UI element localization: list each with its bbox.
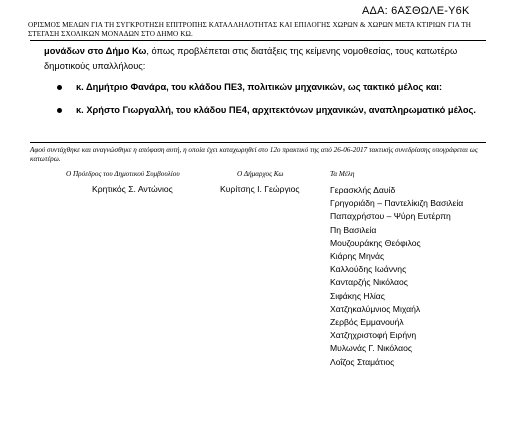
mayor-title: Ο Δήμαρχος Κω bbox=[237, 170, 284, 178]
bullet-icon bbox=[57, 108, 62, 113]
president-name: Κρητικός Σ. Αντώνιος bbox=[92, 184, 173, 194]
bullet-text: κ. Χρήστο Γιωργαλλή, του κλάδου ΠΕ4, αρχιτεκτόνων μηχανικών, αναπληρωματικό μέλος. bbox=[76, 105, 476, 115]
body-paragraph bbox=[44, 44, 480, 74]
list-item: Χατζηχριστοφή Ειρήνη bbox=[330, 330, 417, 341]
list-item bbox=[44, 103, 484, 118]
list-item: Παπαχρήστου – Ψύρη Ευτέρπη bbox=[330, 211, 451, 222]
closing-divider bbox=[30, 142, 486, 143]
president-title: Ο Πρόεδρος του Δημοτικού Συμβουλίου bbox=[66, 170, 180, 178]
document-header: ΟΡΙΣΜΟΣ ΜΕΛΩΝ ΓΙΑ ΤΗ ΣΥΓΚΡΟΤΗΣΗ ΕΠΙΤΡΟΠΗΣ ΚΑΤΑΛΛΗΛΟΤΗΤΑΣ ΚΑΙ ΕΠΙΛΟΓΗΣ ΧΩΡΩΝ & ΧΩΡΩΝ ΜΕΤΑ ΚΤΙΡΙΩΝ ΓΙΑ ΤΗ ΣΤΕΓΑΣΗ ΣΧΟΛΙΚΩΝ ΜΟΝΑΔΩΝ ΣΤΟ ΔΗΜΟ ΚΩ. bbox=[28, 21, 472, 38]
ada-code: ΑΔΑ: 6ΑΣΘΩΛΕ-Υ6Κ bbox=[362, 5, 470, 17]
list-item: Γρηγοριάδη – Παντελίκιζη Βασιλεία bbox=[330, 198, 464, 209]
list-item: Μυλωνάς Γ. Νικόλαος bbox=[330, 343, 413, 354]
bullet-icon bbox=[57, 85, 62, 90]
list-item bbox=[44, 80, 484, 95]
list-item: Κιάρης Μηνάς bbox=[330, 251, 385, 262]
bullet-text: κ. Δημήτριο Φανάρα, του κλάδου ΠΕ3, πολιτικών μηχανικών, ως τακτικό μέλος και: bbox=[76, 82, 443, 92]
paragraph-rest: , όπως προβλέπεται στις διατάξεις της κείμενης νομοθεσίας, τους κατωτέρω δημοτικούς υπαλλήλους: bbox=[44, 46, 458, 71]
list-item: Κανταρζής Νικόλαος bbox=[330, 277, 408, 288]
list-item: Πη Βασιλεία bbox=[330, 224, 377, 235]
list-item: Χατζηκαλύμνιος Μιχαήλ bbox=[330, 303, 421, 314]
list-item: Σιφάκης Ηλίας bbox=[330, 290, 385, 301]
list-item: Ζερβός Εμμανουήλ bbox=[330, 317, 404, 328]
list-item: Καλλούδης Ιωάννης bbox=[330, 264, 407, 275]
list-item: Λοΐζος Σταμάτιος bbox=[330, 356, 395, 367]
members-list bbox=[330, 184, 463, 369]
header-divider bbox=[30, 40, 486, 41]
member-assignment-list bbox=[44, 80, 484, 126]
closing-statement: Αφού συντάχθηκε και αναγνώσθηκε η απόφαση αυτή, η οποία έχει καταχωρηθεί στο 12ο πρακτικό της από 26-06-2017 τακτικής συνεδρίασης υπογράφεται ως κατωτέρω. bbox=[30, 146, 478, 163]
members-title: Τα Μέλη bbox=[330, 170, 355, 178]
list-item: Γερασκλής Δαυίδ bbox=[330, 185, 396, 195]
paragraph-bold-start: μονάδων στο Δήμο Κω bbox=[44, 46, 147, 56]
list-item: Μουζουράκης Θεόφιλος bbox=[330, 237, 421, 248]
mayor-name: Κυρίτσης Ι. Γεώργιος bbox=[220, 184, 300, 194]
